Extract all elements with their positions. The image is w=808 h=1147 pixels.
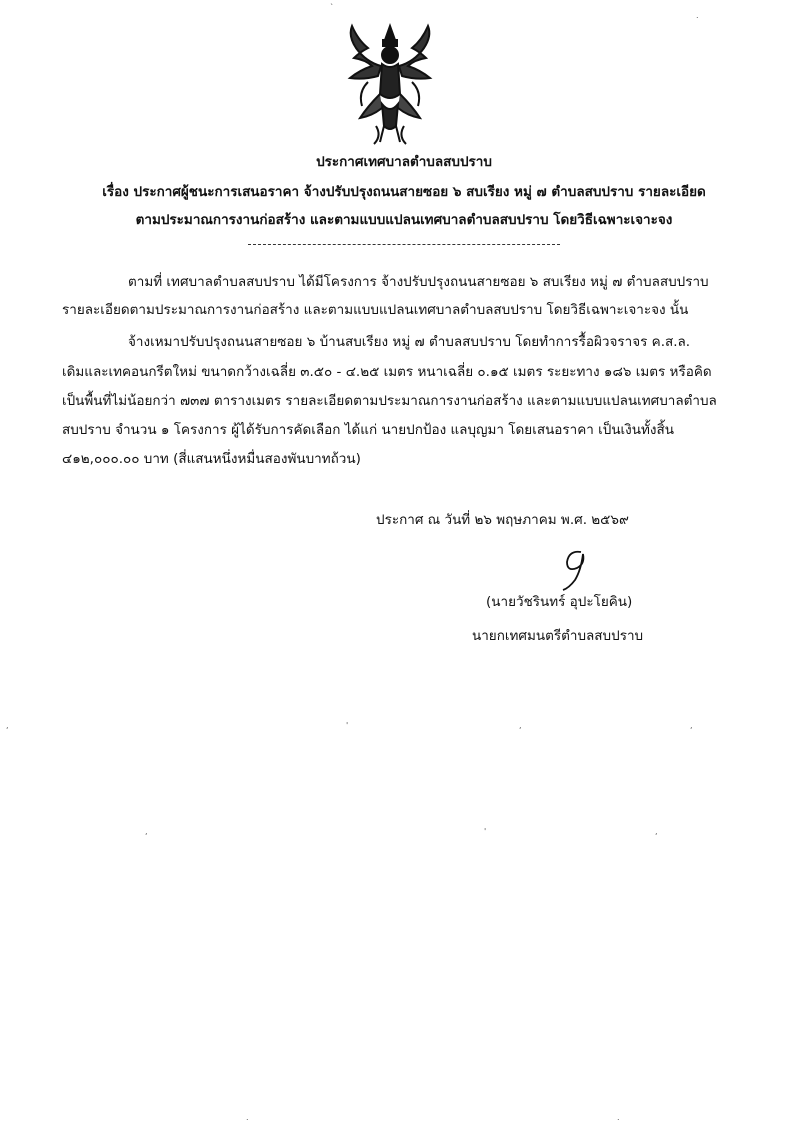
paragraph-2-line-2: เดิมและเทคอนกรีตใหม่ ขนาดกว้างเฉลี่ย ๓.๕๐ - ๔.๒๕ เมตร หนาเฉลี่ย ๐.๑๕ เมตร ระยะทาง ๑๘๖ เมตร หรือคิด [62, 364, 712, 380]
announcement-date: ประกาศ ณ วันที่ ๒๖ พฤษภาคม พ.ศ. ๒๕๖๙ [376, 512, 629, 528]
scan-speck: ` [330, 3, 334, 12]
scan-speck: . [617, 1113, 620, 1122]
scan-speck: ' [346, 721, 349, 730]
scan-speck: , [690, 721, 693, 730]
paragraph-2-line-4: สบปราบ จำนวน ๑ โครงการ ผู้ได้รับการคัดเลือก ได้แก่ นายปกป้อง แลบุญมา โดยเสนอราคา เป็นเงินทั้งสิ้น [62, 422, 674, 438]
scan-speck: ' [484, 827, 487, 836]
scan-speck: . [696, 11, 699, 20]
subject-line-1: เรื่อง ประกาศผู้ชนะการเสนอราคา จ้างปรับปรุงถนนสายซอย ๖ สบเรียง หมู่ ๗ ตำบลสบปราบ รายละเอียด [102, 184, 706, 200]
announcement-title: ประกาศเทศบาลตำบลสบปราบ [316, 154, 492, 170]
signature-mark [555, 548, 595, 594]
garuda-emblem-icon [338, 22, 442, 148]
scan-speck: , [145, 827, 148, 836]
paragraph-1-line-2: รายละเอียดตามประมาณการงานก่อสร้าง และตามแบบแปลนเทศบาลตำบลสบปราบ โดยวิธีเฉพาะเจาะจง นั้น [62, 302, 689, 318]
section-divider [248, 244, 560, 245]
scan-speck: , [6, 721, 9, 730]
subject-line-2: ตามประมาณการงานก่อสร้าง และตามแบบแปลนเทศบาลตำบลสบปราบ โดยวิธีเฉพาะเจาะจง [135, 212, 673, 228]
scan-speck: , [655, 827, 658, 836]
paragraph-2-line-3: เป็นพื้นที่ไม่น้อยกว่า ๗๓๗ ตารางเมตร รายละเอียดตามประมาณการงานก่อสร้าง และตามแบบแปลนเทศบาลตำบล [62, 393, 717, 409]
paragraph-1-line-1: ตามที่ เทศบาลตำบลสบปราบ ได้มีโครงการ จ้างปรับปรุงถนนสายซอย ๖ สบเรียง หมู่ ๗ ตำบลสบปราบ [128, 274, 709, 290]
paragraph-2-line-5: ๔๑๒,๐๐๐.๐๐ บาท (สี่แสนหนึ่งหมื่นสองพันบาทถ้วน) [62, 451, 361, 467]
signer-name: (นายวัชรินทร์ อุปะโยคิน) [486, 594, 633, 610]
paragraph-2-line-1: จ้างเหมาปรับปรุงถนนสายซอย ๖ บ้านสบเรียง หมู่ ๗ ตำบลสบปราบ โดยทำการรื้อผิวจราจร ค.ส.ล. [128, 334, 691, 350]
scan-speck: , [519, 721, 522, 730]
scan-speck: . [246, 1113, 249, 1122]
signer-title: นายกเทศมนตรีตำบลสบปราบ [472, 628, 644, 644]
